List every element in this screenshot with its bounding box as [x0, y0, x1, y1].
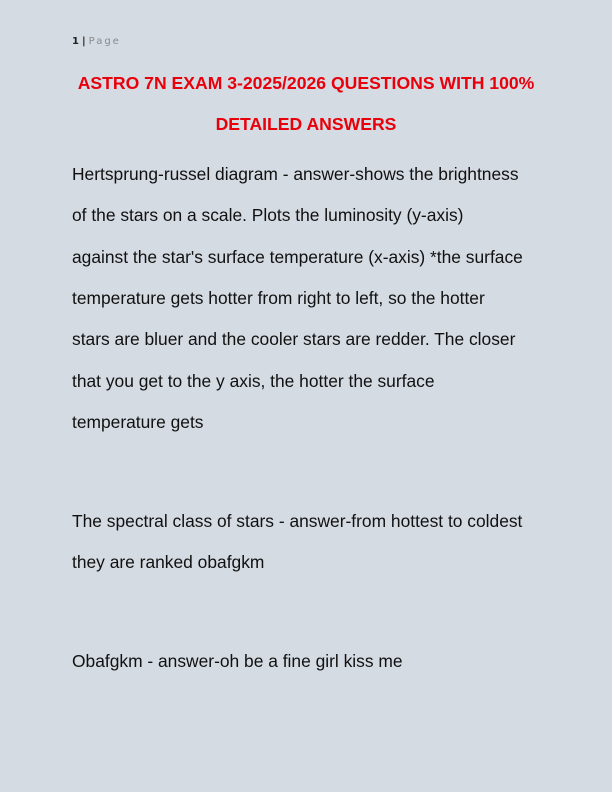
page-number-value: 1	[72, 36, 79, 47]
qa-2-line-1: The spectral class of stars - answer-from hottest to coldest	[72, 511, 523, 531]
page-number-separator: |	[81, 36, 86, 47]
document-title-line-2: DETAILED ANSWERS	[215, 114, 397, 134]
qa-1-line-4: temperature gets hotter from right to left, so the hotter	[72, 288, 485, 308]
qa-1-line-1: Hertsprung-russel diagram - answer-shows the brightness	[72, 164, 519, 184]
document-title-line-1: ASTRO 7N EXAM 3-2025/2026 QUESTIONS WITH 100%	[77, 73, 535, 93]
qa-1-line-6: that you get to the y axis, the hotter the surface	[72, 371, 435, 391]
qa-1-line-3: against the star's surface temperature (x-axis) *the surface	[72, 247, 523, 267]
page-number	[72, 36, 121, 47]
qa-3-line-1: Obafgkm - answer-oh be a fine girl kiss me	[72, 651, 403, 671]
qa-1-line-7: temperature gets	[72, 412, 204, 432]
qa-1-line-2: of the stars on a scale. Plots the luminosity (y-axis)	[72, 205, 464, 225]
qa-2-line-2: they are ranked obafgkm	[72, 552, 265, 572]
page-label: Page	[88, 36, 121, 47]
qa-1-line-5: stars are bluer and the cooler stars are redder. The closer	[72, 329, 516, 349]
